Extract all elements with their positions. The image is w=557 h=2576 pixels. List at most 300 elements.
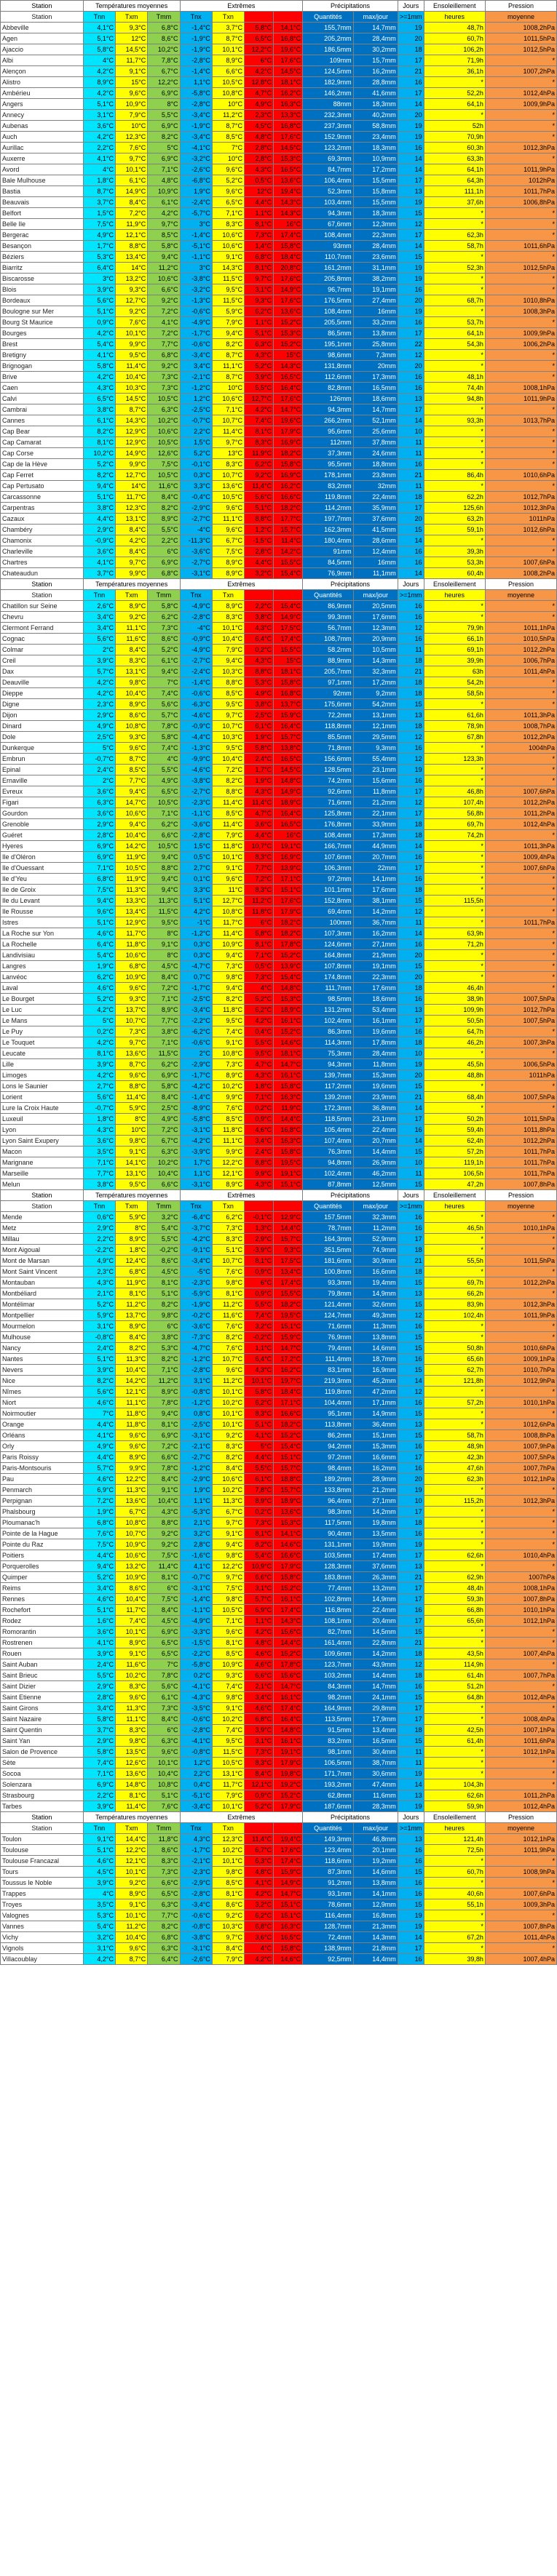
cell-txn: 12,3°C	[212, 1834, 244, 1845]
rr1mm-subheader: >=1mm	[398, 1823, 424, 1834]
cell-p: *	[485, 1103, 556, 1114]
cell-max: 11,2mm	[353, 1223, 398, 1234]
cell-ens: *	[424, 906, 485, 917]
cell-ens: 59,1h	[424, 525, 485, 535]
cell-tmm: 7,3°C	[148, 383, 180, 394]
cell-q: 126mm	[303, 394, 354, 404]
cell-tnx: -2,4°C	[180, 197, 212, 208]
cell-tn: 17,6°C	[274, 295, 303, 306]
cell-txn: 10,6°C	[212, 394, 244, 404]
cell-tn: 14,9°C	[274, 1878, 303, 1889]
cell-tx: 0,9°C	[245, 1790, 274, 1801]
cell-j: 16	[398, 546, 424, 557]
cell-tmm: 10,5°C	[148, 841, 180, 852]
cell-txm: 10,6°C	[116, 950, 148, 961]
cell-tx: 8,8°C	[245, 1157, 274, 1168]
cell-max: 53,4mm	[353, 1005, 398, 1016]
cell-ens: 66,8h	[424, 1605, 485, 1616]
cell-j: 18	[398, 1725, 424, 1736]
cell-p: 1008,8hPa	[485, 1430, 556, 1441]
station-name: Abbeville	[1, 23, 84, 33]
cell-q: 85,5mm	[303, 732, 354, 743]
cell-txm: 14,5°C	[116, 394, 148, 404]
table-row	[1, 961, 557, 972]
txm-subheader: Txm	[116, 1823, 148, 1834]
cell-tx: 8,9°C	[245, 1496, 274, 1507]
cell-tn: 15,8°C	[274, 1943, 303, 1954]
cell-tx: 10,7°C	[245, 841, 274, 852]
table-row	[1, 383, 557, 394]
cell-tnn: 5,2°C	[83, 994, 115, 1005]
precipitations-header: Précipitations	[303, 1812, 398, 1823]
station-name: Mont Saint Vincent	[1, 1267, 84, 1277]
cell-txn: 10,1°C	[212, 1801, 244, 1812]
cell-max: 17,2mm	[353, 677, 398, 688]
station-name: Rodez	[1, 1616, 84, 1627]
cell-j: 18	[398, 677, 424, 688]
cell-max: 17,4mm	[353, 1550, 398, 1561]
cell-tnn: 4°C	[83, 1889, 115, 1899]
cell-tnn: 4,2°C	[83, 66, 115, 77]
table-row	[1, 1147, 557, 1157]
cell-tmm: 7,7°C	[148, 1016, 180, 1026]
station-name: Orange	[1, 1419, 84, 1430]
cell-txm: 10,2°C	[116, 1670, 148, 1681]
cell-j: 21	[398, 1256, 424, 1267]
cell-tnn: 4,2°C	[83, 1005, 115, 1016]
cell-p: 1012,5hPa	[485, 263, 556, 274]
cell-txm: 10,1°C	[116, 1910, 148, 1921]
cell-j: 12	[398, 350, 424, 361]
cell-tx: 4,6°C	[245, 1125, 274, 1136]
table-row	[1, 852, 557, 863]
cell-txn: 8,1°C	[212, 1638, 244, 1648]
cell-q: 104,4mm	[303, 1397, 354, 1408]
cell-j: 20	[398, 361, 424, 372]
cell-txm: 9,6°C	[116, 1692, 148, 1703]
cell-tnn: 7,1°C	[83, 1768, 115, 1779]
cell-tn: 15,2°C	[274, 1026, 303, 1037]
cell-ens: 68,4h	[424, 1092, 485, 1103]
cell-tmm: 7,5°C	[148, 1550, 180, 1561]
station-name: Penmarch	[1, 1485, 84, 1496]
cell-tmm: 6,8°C	[148, 350, 180, 361]
cell-tnn: 2,6°C	[83, 601, 115, 612]
cell-tnx: -3,8°C	[180, 1932, 212, 1943]
cell-j: 17	[398, 404, 424, 415]
cell-txn: 10,5°C	[212, 492, 244, 503]
cell-txm: 10,9°C	[116, 1539, 148, 1550]
cell-tnx: -2,8°C	[180, 1889, 212, 1899]
cell-tmm: 8,6°C	[148, 1845, 180, 1856]
cell-txn: 7,3°C	[212, 961, 244, 972]
cell-tx: 5,7°C	[245, 1594, 274, 1605]
cell-tn: 16,3°C	[274, 1921, 303, 1932]
cell-tx: 8,1°C	[245, 426, 274, 437]
cell-tnn: 5°C	[83, 743, 115, 754]
cell-tnn: 4,6°C	[83, 928, 115, 939]
cell-ens: 64,7h	[424, 1026, 485, 1037]
table-row	[1, 1048, 557, 1059]
cell-ens: *	[424, 1234, 485, 1245]
cell-max: 11,8mm	[353, 786, 398, 797]
jours-header: Jours	[398, 1812, 424, 1823]
cell-tnn: 6,1°C	[83, 415, 115, 426]
station-name: Boulogne sur Mer	[1, 306, 84, 317]
cell-txn: 8,5°C	[212, 1878, 244, 1889]
cell-txm: 8,3°C	[116, 1681, 148, 1692]
cell-tnn: 1,8°C	[83, 1114, 115, 1125]
cell-q: 86,9mm	[303, 601, 354, 612]
station-name: Porquerolles	[1, 1561, 84, 1572]
cell-tnx: -4,9°C	[180, 601, 212, 612]
cell-p: *	[485, 1779, 556, 1790]
cell-q: 84,3mm	[303, 1681, 354, 1692]
cell-txm: 11,3°C	[116, 885, 148, 896]
table-row	[1, 1899, 557, 1910]
cell-tnx: -8,9°C	[180, 1103, 212, 1114]
table-row	[1, 1070, 557, 1081]
cell-ens: 109,9h	[424, 1005, 485, 1016]
cell-txm: 14,3°C	[116, 415, 148, 426]
station-name: Colmar	[1, 645, 84, 655]
table-row	[1, 1834, 557, 1845]
cell-txn: 10,6°C	[212, 241, 244, 252]
cell-tmm: 8,2°C	[148, 1354, 180, 1365]
cell-txn: 7,6°C	[212, 1103, 244, 1114]
cell-tx: 5,2°C	[245, 361, 274, 372]
cell-p: 1007,9hPa	[485, 1441, 556, 1452]
cell-tmm: 5,6°C	[148, 1681, 180, 1692]
cell-tmm: 10,9°C	[148, 186, 180, 197]
cell-tn: 18,2°C	[274, 503, 303, 514]
cell-tnn: 3,6°C	[83, 121, 115, 132]
station-name: Hyeres	[1, 841, 84, 852]
cell-ens: 107,4h	[424, 797, 485, 808]
cell-tx: 7,1°C	[245, 950, 274, 961]
cell-ens: *	[424, 1321, 485, 1332]
cell-tn: 16,8°C	[274, 1125, 303, 1136]
table-row	[1, 1670, 557, 1681]
cell-txm: 8,4°C	[116, 1332, 148, 1343]
cell-tx: 8,8°C	[245, 514, 274, 525]
station-subheader: Station	[1, 590, 84, 601]
cell-q: 149,3mm	[303, 1834, 354, 1845]
cell-tmm: 10,2°C	[148, 44, 180, 55]
cell-j: 18	[398, 492, 424, 503]
cell-max: 13,1mm	[353, 710, 398, 721]
table-row	[1, 350, 557, 361]
station-name: Gourdon	[1, 808, 84, 819]
cell-tnn: 4,5°C	[83, 1867, 115, 1878]
cell-tmm: 6,2°C	[148, 819, 180, 830]
cell-txm: 8,7°C	[116, 1954, 148, 1965]
cell-j: 17	[398, 1016, 424, 1026]
cell-q: 102,4mm	[303, 1168, 354, 1179]
cell-q: 84,7mm	[303, 164, 354, 175]
cell-max: 55,4mm	[353, 754, 398, 765]
cell-tnn: 2,3°C	[83, 699, 115, 710]
station-name: Bergerac	[1, 230, 84, 241]
cell-max: 18,3mm	[353, 99, 398, 110]
cell-tnn: 2,9°C	[83, 710, 115, 721]
cell-tnx: -1,9°C	[180, 121, 212, 132]
cell-q: 156,6mm	[303, 754, 354, 765]
cell-q: 94,3mm	[303, 1059, 354, 1070]
cell-tx: 5°C	[245, 1441, 274, 1452]
cell-q: 351,5mm	[303, 1245, 354, 1256]
rr1mm-subheader: >=1mm	[398, 1201, 424, 1212]
cell-p: 1007,8hPa	[485, 1179, 556, 1190]
cell-q: 110,7mm	[303, 252, 354, 263]
cell-tn: 18,9°C	[274, 797, 303, 808]
cell-ens: *	[424, 950, 485, 961]
cell-max: 36,4mm	[353, 1419, 398, 1430]
station-name: Toussus le Noble	[1, 1878, 84, 1889]
cell-txn: 7,9°C	[212, 830, 244, 841]
cell-p: *	[485, 230, 556, 241]
cell-q: 69,4mm	[303, 906, 354, 917]
cell-tn: 15,3°C	[274, 328, 303, 339]
cell-p: *	[485, 535, 556, 546]
cell-tnn: 3,5°C	[83, 1147, 115, 1157]
cell-p: *	[485, 361, 556, 372]
cell-tx: 12,2°C	[245, 44, 274, 55]
station-name: Nîmes	[1, 1387, 84, 1397]
cell-tnx: -3,1°C	[180, 1125, 212, 1136]
cell-tx: 4,3°C	[245, 786, 274, 797]
cell-txn: 9,5°C	[212, 1016, 244, 1026]
table-row	[1, 1703, 557, 1714]
cell-tn: 15,2°C	[274, 950, 303, 961]
table-row	[1, 535, 557, 546]
cell-txm: 11,7°C	[116, 55, 148, 66]
cell-txn: 9,4°C	[212, 983, 244, 994]
station-name: Landivisiau	[1, 950, 84, 961]
cell-tnn: 7,5°C	[83, 219, 115, 230]
cell-j: 17	[398, 328, 424, 339]
cell-max: 28,4mm	[353, 241, 398, 252]
station-name: Niort	[1, 1397, 84, 1408]
cell-tnx: -4,1°C	[180, 1681, 212, 1692]
cell-txm: 12,9°C	[116, 426, 148, 437]
cell-p: *	[485, 699, 556, 710]
cell-q: 93,1mm	[303, 1889, 354, 1899]
cell-tmm: 6,9°C	[148, 88, 180, 99]
cell-tn: 11,9°C	[274, 1103, 303, 1114]
cell-tmm: 4,5°C	[148, 961, 180, 972]
cell-txn: 5,1°C	[212, 1245, 244, 1256]
table-row	[1, 55, 557, 66]
cell-j: 13	[398, 1561, 424, 1572]
cell-j: 18	[398, 983, 424, 994]
table-row	[1, 1234, 557, 1245]
cell-tn: 16°C	[274, 830, 303, 841]
cell-txm: 9,6°C	[116, 983, 148, 994]
cell-tnx: -0,9°C	[180, 721, 212, 732]
cell-tx: 8,1°C	[245, 939, 274, 950]
cell-j: 16	[398, 1681, 424, 1692]
cell-txm: 8,1°C	[116, 1790, 148, 1801]
precipitations-header: Précipitations	[303, 1, 398, 12]
cell-tmm: 7,3°C	[148, 1703, 180, 1714]
table-row	[1, 132, 557, 143]
cell-tx: 3,1°C	[245, 1736, 274, 1747]
cell-tx: 2,8°C	[245, 546, 274, 557]
cell-tmm: 10,2°C	[148, 415, 180, 426]
cell-max: 16,8mm	[353, 1910, 398, 1921]
station-name: Valognes	[1, 1910, 84, 1921]
cell-j: 17	[398, 503, 424, 514]
cell-tx: 8,1°C	[245, 263, 274, 274]
cell-q: 94,3mm	[303, 404, 354, 415]
cell-tnn: 7,4°C	[83, 1758, 115, 1768]
table-row	[1, 1539, 557, 1550]
cell-tn: 15,3°C	[274, 1518, 303, 1528]
cell-p: *	[485, 1561, 556, 1572]
cell-j: 19	[398, 1910, 424, 1921]
cell-tmm: 7,3°C	[148, 1867, 180, 1878]
cell-tnx: -1,2°C	[180, 1354, 212, 1365]
cell-max: 13,2mm	[353, 1583, 398, 1594]
station-name: Villacoublay	[1, 1954, 84, 1965]
cell-max: 20mm	[353, 361, 398, 372]
cell-p: *	[485, 1245, 556, 1256]
cell-tn: 18,1°C	[274, 1048, 303, 1059]
cell-txn: 9,8°C	[212, 1692, 244, 1703]
cell-ens: *	[424, 77, 485, 88]
cell-tnx: -3,4°C	[180, 350, 212, 361]
cell-ens: *	[424, 917, 485, 928]
cell-txm: 10,8°C	[116, 721, 148, 732]
station-name: Marseille	[1, 1168, 84, 1179]
cell-q: 92,5mm	[303, 1954, 354, 1965]
cell-tx: 6,2°C	[245, 306, 274, 317]
heures-subheader: heures	[424, 1201, 485, 1212]
cell-tn: 17,8°C	[274, 939, 303, 950]
station-name: Mont Aigoual	[1, 1245, 84, 1256]
cell-tnn: 4,6°C	[83, 1397, 115, 1408]
table-row	[1, 1550, 557, 1561]
cell-j: 15	[398, 1408, 424, 1419]
cell-tn: 17,4°C	[274, 1605, 303, 1616]
cell-j: 16	[398, 1878, 424, 1889]
cell-j: 14	[398, 1376, 424, 1387]
table-row	[1, 1758, 557, 1768]
cell-q: 98,2mm	[303, 1692, 354, 1703]
cell-tn: 14,5°C	[274, 765, 303, 775]
cell-tnn: 4,2°C	[83, 677, 115, 688]
cell-j: 12	[398, 1659, 424, 1670]
cell-tn: 17,4°C	[274, 1277, 303, 1288]
table-row	[1, 1059, 557, 1070]
station-name: Le Luc	[1, 1005, 84, 1016]
cell-tn: 17,7°C	[274, 514, 303, 525]
cell-tmm: 9,5°C	[148, 917, 180, 928]
station-name: Agen	[1, 33, 84, 44]
cell-max: 13,8mm	[353, 328, 398, 339]
cell-tnn: 4,9°C	[83, 1441, 115, 1452]
cell-p: *	[485, 1878, 556, 1889]
cell-tn: 15,4°C	[274, 568, 303, 579]
cell-j: 22	[398, 339, 424, 350]
cell-max: 23,1mm	[353, 765, 398, 775]
cell-tnn: 4,9°C	[83, 230, 115, 241]
station-name: Epinal	[1, 765, 84, 775]
cell-ens: 71,2h	[424, 939, 485, 950]
cell-q: 78,6mm	[303, 1899, 354, 1910]
cell-tnx: -2,3°C	[180, 1277, 212, 1288]
cell-txm: 6,8°C	[116, 1267, 148, 1277]
moyenne-subheader: moyenne	[485, 1201, 556, 1212]
station-name: Chevru	[1, 612, 84, 623]
cell-tn: 16,6°C	[274, 1408, 303, 1419]
cell-tnn: 4,1°C	[83, 557, 115, 568]
cell-tx: 10,9°C	[245, 1561, 274, 1572]
station-name: Annecy	[1, 110, 84, 121]
cell-txn: 13,6°C	[212, 481, 244, 492]
cell-txn: 9,8°C	[212, 1550, 244, 1561]
cell-tnx: 3°C	[180, 263, 212, 274]
cell-txn: 8,2°C	[212, 994, 244, 1005]
cell-tn: 19,1°C	[274, 1747, 303, 1758]
cell-txm: 14,4°C	[116, 1834, 148, 1845]
cell-tmm: 2,2°C	[148, 535, 180, 546]
cell-txm: 10,9°C	[116, 99, 148, 110]
cell-txm: 8,9°C	[116, 601, 148, 612]
cell-max: 17,6mm	[353, 885, 398, 896]
cell-tmm: 5,2°C	[148, 645, 180, 655]
cell-txn: 9,1°C	[212, 1703, 244, 1714]
table-row	[1, 1616, 557, 1627]
cell-p: 1011,9hPa	[485, 394, 556, 404]
cell-txn: 10°C	[212, 153, 244, 164]
cell-tx: 4,7°C	[245, 88, 274, 99]
cell-tx: 5,5°C	[245, 1463, 274, 1474]
cell-p: *	[485, 939, 556, 950]
station-name: Strasbourg	[1, 1790, 84, 1801]
cell-p: 1012,6hPa	[485, 525, 556, 535]
cell-max: 46,8mm	[353, 1834, 398, 1845]
cell-max: 33,2mm	[353, 317, 398, 328]
cell-ens: *	[424, 1048, 485, 1059]
cell-tx: 6,8°C	[245, 252, 274, 263]
cell-ens: 46,5h	[424, 1223, 485, 1234]
cell-txm: 11,9°C	[116, 219, 148, 230]
cell-txm: 7,6°C	[116, 317, 148, 328]
cell-tnn: 5,8°C	[83, 361, 115, 372]
cell-tx: 10,1°C	[245, 1376, 274, 1387]
cell-ens: 86,4h	[424, 470, 485, 481]
cell-tx: 2,3°C	[245, 110, 274, 121]
cell-p: *	[485, 1332, 556, 1343]
cell-tn: 13,9°C	[274, 961, 303, 972]
cell-tnn: 3,9°C	[83, 1801, 115, 1812]
cell-p: 1010,4hPa	[485, 1550, 556, 1561]
station-name: Cazaux	[1, 514, 84, 525]
cell-txm: 11,9°C	[116, 1277, 148, 1288]
station-name: Melun	[1, 1179, 84, 1190]
cell-tx: 4,7°C	[245, 1059, 274, 1070]
cell-tnx: -2,8°C	[180, 55, 212, 66]
cell-tmm: 7,8°C	[148, 1670, 180, 1681]
cell-tmm: 6,4°C	[148, 1954, 180, 1965]
extreme-min-subheader	[274, 1201, 303, 1212]
table-row	[1, 219, 557, 230]
cell-ens: 60,7h	[424, 33, 485, 44]
cell-max: 32,6mm	[353, 1299, 398, 1310]
cell-tnx: -4,7°C	[180, 1343, 212, 1354]
